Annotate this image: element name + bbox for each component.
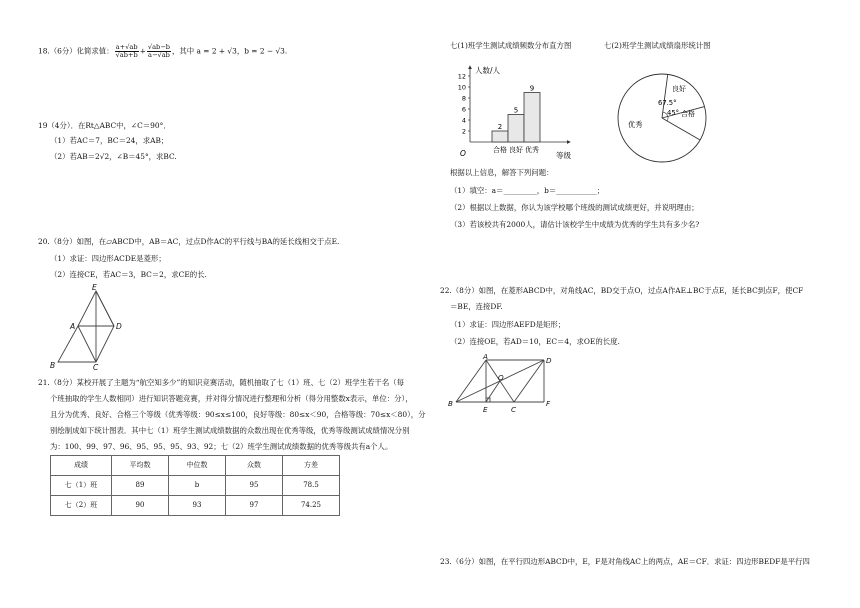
table-cell: 93 [169,496,226,516]
q22-line-2: ＝BE，连接DF. [450,302,503,311]
histogram-bar-value: 9 [529,84,535,93]
histogram-category-label: 优秀 [525,146,539,154]
q22-rhombus-figure [446,352,558,416]
pie-label-pass: 合格 [681,110,695,118]
histogram-y-tick-label: 4 [461,116,466,125]
histogram-y-tick-label: 8 [461,94,466,103]
q22-part-2: （2）连接OE，若AD＝10，EC＝4，求OE的长度. [450,337,620,346]
q22-label-o: O [498,373,504,382]
q22-line-1: 22.（8分）如图，在菱形ABCD中，对角线AC，BD交于点O，过点A作AE⊥BC于点E，延长BC到点F，使CF [440,286,804,295]
table-header-cell: 平均数 [112,456,169,476]
q21-line-2: 个班抽取的学生人数相同）进行知识答题竞赛，并对得分情况进行整理和分析（得分用整数x表示，单位：分）， [50,394,413,403]
q20-rhombus-figure [46,284,136,372]
q21-line-5: 为：100、99、97、96、95、95、95、93、92；七（2）班学生测试成绩数据的优秀等级共有a个人。 [50,442,393,451]
q21-stats-table [50,455,340,516]
q20-part-1: （1）求证：四边形ACDE是菱形； [50,254,166,263]
histogram-bar [508,115,524,143]
histogram-y-tick-label: 2 [461,127,466,136]
histogram-chart [452,60,592,168]
histogram-x-label: 等级 [556,151,571,160]
table-cell: 78.5 [283,476,340,496]
q19-part-2: （2）若AB＝2√2，∠B＝45°，求BC. [50,152,177,161]
q18-plus: + [139,46,146,56]
q21-line-1: 21.（8分）某校开展了主题为“航空知多少”的知识竞赛活动，随机抽取了七（1）班、七（2）班学生若干名（每 [38,378,404,387]
table-cell: 74.25 [283,496,340,516]
q22-label-c: C [511,405,517,414]
q20-label-c: C [93,363,99,372]
table-row [51,496,340,516]
table-cell: 90 [112,496,169,516]
histogram-category-label: 良好 [509,146,523,154]
pie-angle-good: 67.5° [658,99,677,107]
table-cell: b [169,476,226,496]
q18-fraction-1: $\frac{a+√ab}{√ab+b}$ [115,43,138,59]
table-cell: 97 [226,496,283,516]
table-cell: 七（2）班 [51,496,112,516]
q22-label-d: D [546,356,552,365]
q23-line-1: 23.（6分）如图，在平行四边形ABCD中，E，F是对角线AC上的两点，AE＝CF．求证：四边形BEDF是平行四 [440,557,810,566]
q20-part-2: （2）连接CE，若AC＝3，BC＝2，求CE的长. [50,270,207,279]
table-header-row [51,456,340,476]
q20-label-a: A [70,322,76,331]
histogram-category-label: 合格 [493,146,507,154]
histogram-bar [492,131,508,142]
after-charts-part-1: （1）填空：a＝_________，b＝___________； [450,186,605,195]
q20-outline [58,291,114,362]
table-cell: 七（1）班 [51,476,112,496]
histogram-y-tick-label: 10 [457,83,466,92]
q22-label-b: B [448,399,453,408]
q21-line-3: 且分为优秀、良好、合格三个等级（优秀等级：90≤x≤100，良好等级：80≤x＜90，合格等级：70≤x＜80），分 [50,410,426,419]
q22-label-a: A [483,352,488,361]
q19-title: 19（4分）．在Rt△ABC中，∠C＝90°． [38,121,171,130]
pie-label-good: 良好 [672,85,686,93]
table-row [51,476,340,496]
q20-label-e: E [92,284,97,292]
table-cell: 89 [112,476,169,496]
q21-line-4: 别绘制成如下统计图表．其中七（1）班学生测试成绩数据的众数出现在优秀等级，优秀等级测试成绩情况分别 [50,426,410,435]
q18-fraction-2: $\frac{√ab-b}{a-√ab}$ [147,43,171,59]
q22-label-e: E [483,405,488,414]
q18-prefix: 18.（6分）化简求值： [38,46,114,56]
q22-segment-cd [514,360,544,402]
table-header-cell: 成绩 [51,456,112,476]
pie-chart-title: 七(2)班学生测试成绩扇形统计图 [604,41,711,50]
after-charts-part-2: （2）根据以上数据，你认为该学校哪个班级的测试成绩更好，并说明理由； [450,203,699,212]
table-header-cell: 众数 [226,456,283,476]
table-header-cell: 中位数 [169,456,226,476]
histogram-bar-value: 5 [513,106,519,115]
histogram-origin: O [460,149,466,158]
q20-segment-ed [96,291,114,326]
histogram-bar-value: 2 [497,123,503,131]
q20-segment-ac [78,326,96,362]
table-cell: 95 [226,476,283,496]
pie-angle-pass: 45° [667,109,680,117]
histogram-y-tick-label: 12 [457,72,466,81]
table-header-cell: 方差 [283,456,340,476]
pie-label-excellent: 优秀 [628,120,643,129]
q18-suffix: ，其中 a = 2 + √3，b = 2 − √3. [172,46,288,56]
q22-segment-ab [456,360,486,402]
q20-label-b: B [50,361,56,370]
histogram-y-label: 人数/人 [475,66,501,75]
q20-label-d: D [116,322,122,331]
q22-part-1: （1）求证：四边形AEFD是矩形； [450,320,566,329]
q19-part-1: （1）若AC＝7，BC＝24，求AB； [50,136,169,145]
histogram-y-tick-label: 6 [461,105,466,114]
histogram-bar [524,93,540,143]
q22-label-f: F [546,399,551,408]
pie-slice-boundary [662,118,700,140]
histogram-title: 七(1)班学生测试成绩频数分布直方图 [450,41,572,50]
question-18 [38,44,287,59]
pie-chart [614,70,710,166]
after-charts-intro: 根据以上信息，解答下列问题： [450,168,554,177]
q20-title: 20.（8分）如图，在▱ABCD中，AB＝AC，过点D作AC的平行线与BA的延长线相交于点E. [38,237,340,246]
after-charts-part-3: （3）若该校共有2000人，请估计该校学生中成绩为优秀的学生共有多少名? [450,220,700,229]
